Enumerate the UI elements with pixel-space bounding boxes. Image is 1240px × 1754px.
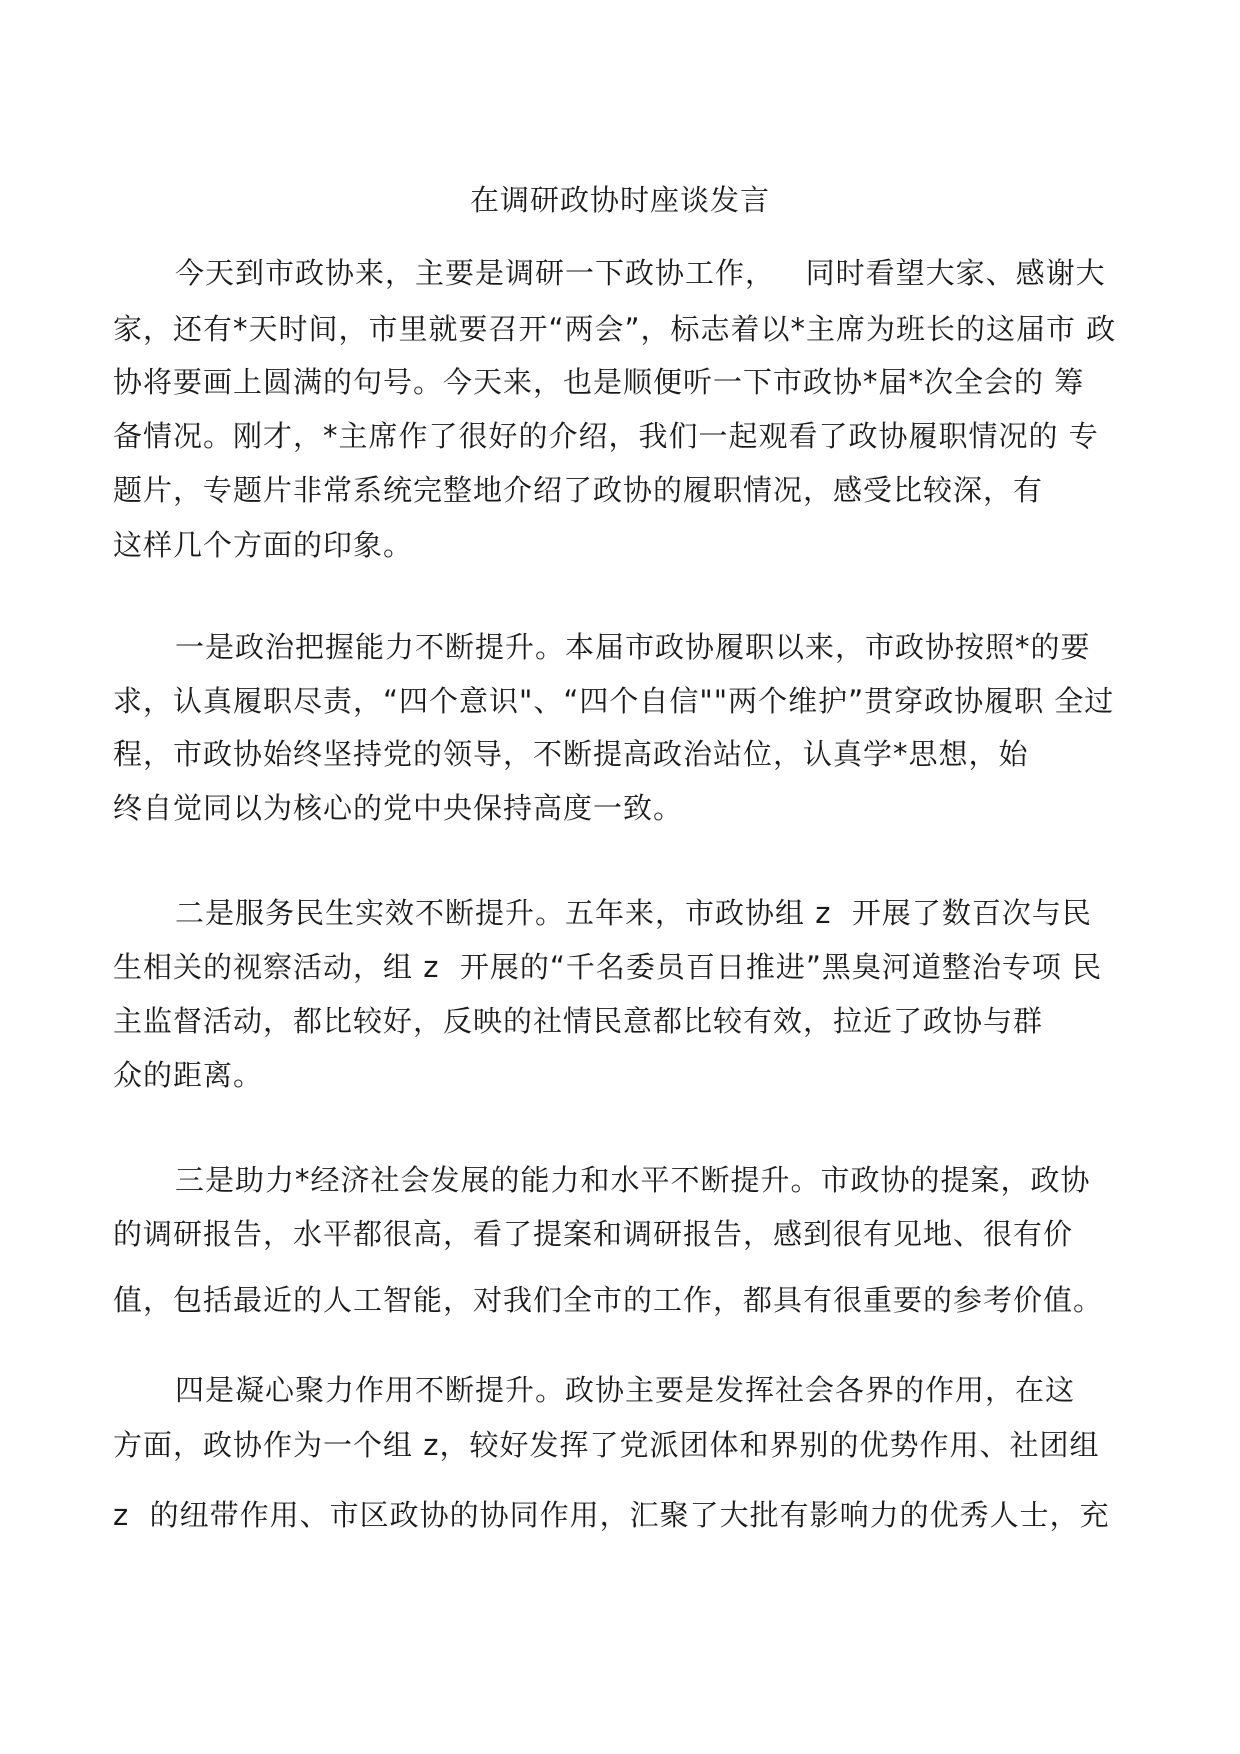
- body-line: 这样几个方面的印象。: [113, 528, 414, 562]
- body-line: 备情况。刚才，*主席作了很好的介绍，我们一起观看了政协履职情况的 专: [113, 419, 1099, 453]
- body-line: 方面，政协作为一个组 z，较好发挥了党派团体和界别的优势作用、社团组: [113, 1428, 1100, 1462]
- body-line: 家，还有*天时间，市里就要召开“两会”，标志着以*主席为班长的这届市 政: [113, 312, 1117, 346]
- body-line: 主监督活动，都比较好，反映的社情民意都比较有效，拉近了政协与群: [113, 1004, 1044, 1038]
- body-line: 二是服务民生实效不断提升。五年来，市政协组 z 开展了数百次与民: [175, 896, 1092, 930]
- body-line: 求，认真履职尽责，“四个意识"、“四个自信""两个维护”贯穿政协履职 全过: [113, 684, 1115, 718]
- body-line: 四是凝心聚力作用不断提升。政协主要是发挥社会各界的作用，在这: [175, 1373, 1076, 1407]
- body-line: z 的纽带作用、市区政协的协同作用，汇聚了大批有影响力的优秀人士，充: [113, 1498, 1110, 1532]
- body-line: 协将要画上圆满的句号。今天来，也是顺便听一下市政协*届*次全会的 筹: [113, 365, 1085, 399]
- document-title: 在调研政协时座谈发言: [469, 183, 770, 217]
- body-line: 三是助力*经济社会发展的能力和水平不断提升。市政协的提案，政协: [175, 1163, 1091, 1197]
- body-line: 生相关的视察活动，组 z 开展的“千名委员百日推进”黑臭河道整治专项 民: [113, 950, 1103, 984]
- body-line: 终自觉同以为核心的党中央保持高度一致。: [113, 791, 684, 825]
- body-line: 一是政治把握能力不断提升。本届市政协履职以来，市政协按照*的要: [175, 630, 1091, 664]
- body-line: 题片，专题片非常系统完整地介绍了政协的履职情况，感受比较深，有: [113, 473, 1044, 507]
- body-line: 程，市政协始终坚持党的领导，不断提高政治站位，认真学*思想，始: [113, 737, 1029, 771]
- body-line: 的调研报告，水平都很高，看了提案和调研报告，感到很有见地、很有价: [113, 1217, 1074, 1251]
- body-line: 众的距离。: [113, 1058, 264, 1092]
- body-line: 值，包括最近的人工智能，对我们全市的工作，都具有很重要的参考价值。: [113, 1283, 1104, 1317]
- body-line: 今天到市政协来，主要是调研一下政协工作， 同时看望大家、感谢大: [175, 256, 1106, 290]
